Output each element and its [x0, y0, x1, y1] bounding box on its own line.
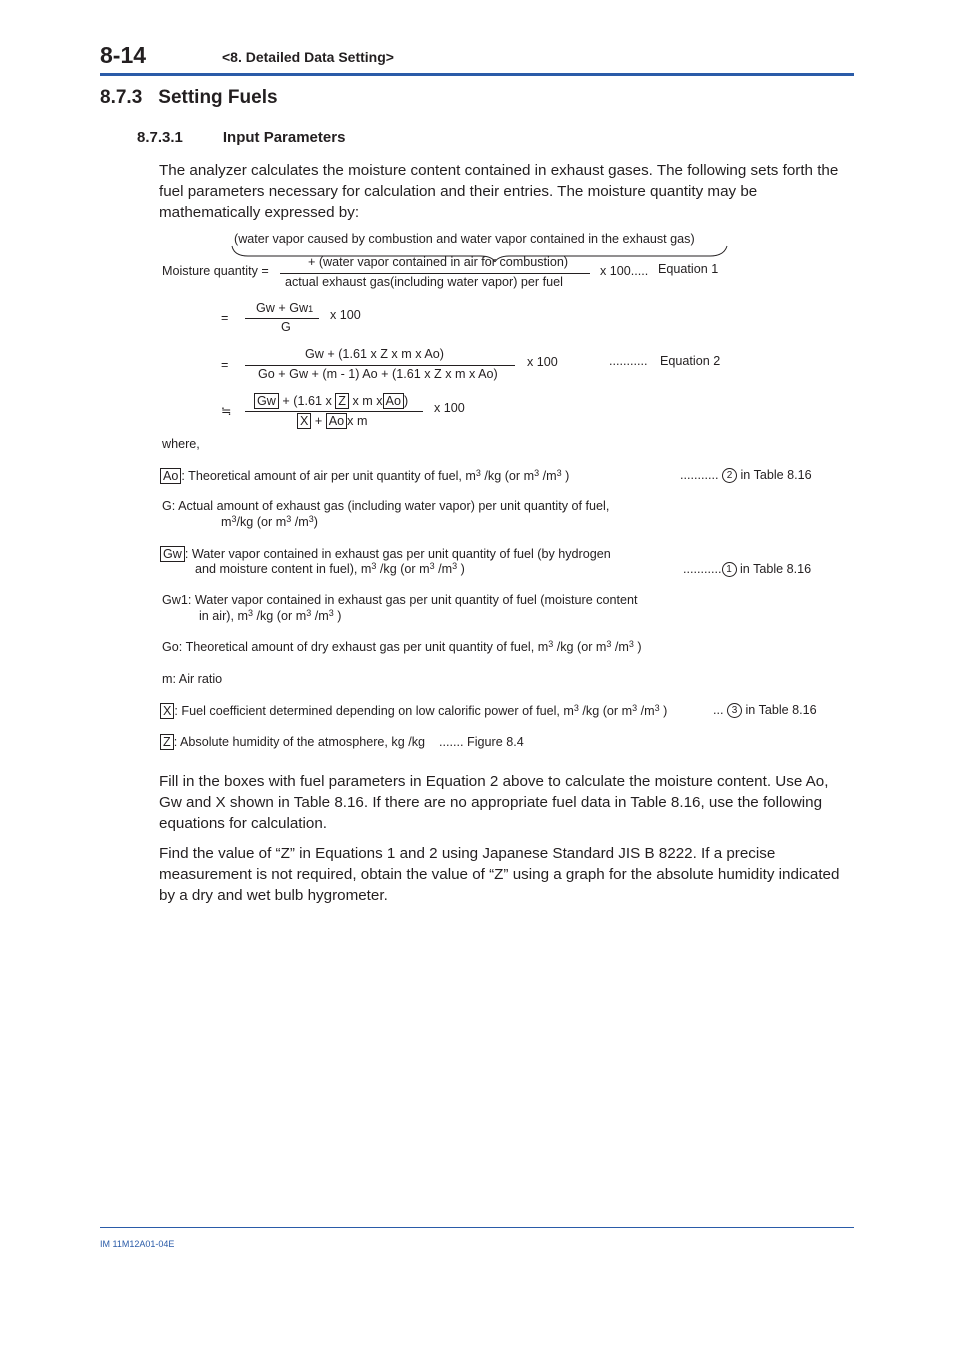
def-gw: Gw : Water vapor contained in exhaust gas per unit quantity of fuel (by hydrogen: [160, 546, 611, 562]
eq2b-fraction-bar: [245, 365, 515, 366]
subsection-number: 8.7.3.1: [137, 129, 183, 146]
eq1-factor: x 100.....: [600, 264, 649, 278]
subsection-title: Input Parameters: [222, 129, 346, 146]
def-gw-unit: and moisture content in fuel), $m^3$ /kg (or $m^3$ $/m^3$ ): [195, 561, 465, 576]
section-heading: [100, 87, 278, 109]
eq2a-factor: x 100: [330, 308, 361, 322]
circled-number-1: 1: [722, 562, 737, 577]
intro-paragraph: The analyzer calculates the moisture content contained in exhaust gases. The following sets forth the fuel parameters necessary for calculation and their entries. The moisture quantity may be mathematically expressed by:: [159, 162, 839, 221]
eq2b-factor: x 100: [527, 355, 558, 369]
def-g: G: Actual amount of exhaust gas (including water vapor) per unit quantity of fuel,: [162, 499, 610, 513]
page-number: 8-14: [100, 42, 147, 68]
x-box: X: [297, 413, 311, 429]
eq2b-equals: =: [221, 358, 229, 372]
eq2b-numerator: Gw + (1.61 x Z x m x Ao): [305, 347, 444, 361]
eq2b-denominator: Go + Gw + (m - 1) Ao + (1.61 x Z x m x Ao): [258, 367, 498, 381]
def-m: m: Air ratio: [162, 672, 223, 686]
eq1-denominator: actual exhaust gas(including water vapor) per fuel: [285, 275, 563, 289]
z-box: Z: [335, 393, 349, 409]
eq2a-denominator: G: [281, 320, 291, 334]
circled-number-2: 2: [722, 468, 737, 483]
def-gw1-unit: in air), $m^3$ /kg (or $m^3$ $/m^3$ ): [199, 608, 342, 623]
eq2b-dots: ...........: [609, 354, 648, 368]
chapter-title: <8. Detailed Data Setting>: [222, 49, 394, 65]
where-label: where,: [162, 437, 200, 451]
eq1-top-line: (water vapor caused by combustion and water vapor contained in the exhaust gas): [234, 232, 695, 246]
ao-box: Ao: [383, 393, 404, 409]
def-go: Go: Theoretical amount of dry exhaust gas per unit quantity of fuel, $m^3$ /kg (or $m^3$ $/m^3$ ): [162, 639, 642, 654]
footer-rule: [100, 1227, 854, 1228]
def-ao: Ao : Theoretical amount of air per unit quantity of fuel, $m^3$ /kg (or $m^3$ $/m^3$ ): [160, 468, 569, 484]
def-z: Z : Absolute humidity of the atmosphere, kg /kg ....... Figure 8.4: [160, 734, 524, 750]
eq2a-fraction-bar: [245, 318, 319, 319]
subsection-heading: [137, 129, 345, 146]
def-g-unit: $m^3/kg$ (or $m^3$ $/m^3$): [221, 514, 318, 529]
eq1-fraction-bar: [280, 273, 590, 274]
gw-box: Gw: [254, 393, 279, 409]
fill-paragraph: Fill in the boxes with fuel parameters in Equation 2 above to calculate the moisture content. Use Ao, Gw and X shown in Table 8.16. If there are no appropriate fuel data in Table 8.16, use the following equations for calculation.: [159, 773, 829, 832]
def-ao-ref: ........... 2 in Table 8.16: [680, 468, 812, 482]
eq1-lhs: Moisture quantity =: [162, 264, 269, 278]
eq2c-factor: x 100: [434, 401, 465, 415]
ao-box-denominator: Ao: [326, 413, 347, 429]
def-gw-ref: ........... 1 in Table 8.16: [683, 562, 812, 576]
section-title: Setting Fuels: [158, 87, 278, 108]
eq2c-approx: ≒: [221, 404, 232, 418]
eq2c-numerator: Gw + (1.61 x Z x m x Ao ): [254, 393, 408, 409]
circled-number-3: 3: [727, 703, 742, 718]
header-rule: [100, 73, 854, 76]
eq2a-equals: =: [221, 311, 229, 325]
jis-paragraph: Find the value of “Z” in Equations 1 and 2 using Japanese Standard JIS B 8222. If a precise measurement is not required, obtain the value of “Z” using a graph for the absolute humidity indicated by a dry and wet bulb hygrometer.: [159, 845, 840, 904]
document-id: IM 11M12A01-04E: [100, 1239, 175, 1249]
def-x-ref: ... 3 in Table 8.16: [713, 703, 817, 717]
eq2a-numerator: Gw + Gw1: [256, 301, 314, 315]
eq2c-denominator: X + Ao x m: [297, 413, 367, 429]
section-number: 8.7.3: [100, 87, 143, 108]
eq1-label: Equation 1: [658, 262, 719, 276]
eq2c-fraction-bar: [245, 411, 423, 412]
def-gw1: Gw1: Water vapor contained in exhaust gas per unit quantity of fuel (moisture content: [162, 593, 638, 607]
def-x: X : Fuel coefficient determined depending on low calorific power of fuel, $m^3$ /kg (or $m^3$ $/m^3$ ): [160, 703, 667, 719]
eq1-numerator: + (water vapor contained in air for combustion): [308, 255, 569, 269]
eq2b-label: Equation 2: [660, 354, 721, 368]
